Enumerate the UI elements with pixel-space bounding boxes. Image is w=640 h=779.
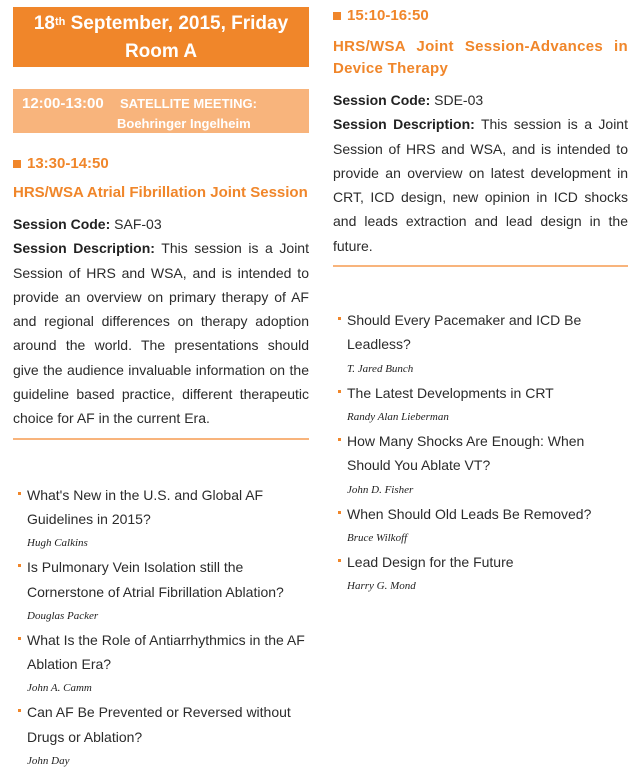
list-item [13, 555, 309, 628]
talk-title: Is Pulmonary Vein Isolation still the Cornerstone of Atrial Fibrillation Ablation? [27, 559, 284, 600]
session-time-2 [333, 7, 628, 24]
list-item [333, 550, 628, 598]
session-code-label: Session Code: [333, 92, 431, 108]
bullet-icon [338, 390, 341, 393]
session-description-text: This session is a Joint Session of HRS and WSA, and is intended to provide an overview on primary therapy of AF and regional differences on therapy adoption around the world. The presentations should give the audience invaluable information on the guideline based practice, different therapeutic choice for AF in the current Era. [13, 240, 309, 427]
day-date [13, 10, 309, 38]
session-description-label: Session Description: [13, 240, 155, 257]
list-item [13, 700, 309, 773]
bullet-icon [18, 492, 21, 495]
room-label: Room A [124, 41, 198, 62]
bullet-icon [18, 709, 21, 712]
divider [333, 265, 628, 267]
list-item [333, 381, 628, 429]
session-description-label: Session Description: [333, 116, 475, 133]
day-suffix: th [54, 16, 66, 28]
session-time-1 [13, 155, 309, 172]
bullet-icon [338, 438, 341, 441]
day-text: September, 2015, Friday [65, 13, 289, 34]
talk-title: What Is the Role of Antiarrhythmics in the AF Ablation Era? [27, 631, 305, 673]
list-item [333, 308, 628, 381]
session-code-label: Session Code: [13, 216, 111, 232]
list-item [13, 628, 309, 701]
session-code-value: SAF-03 [110, 216, 162, 232]
speaker-name: John D. Fisher [347, 483, 414, 496]
session-title-1: HRS/WSA Atrial Fibrillation Joint Session [13, 184, 308, 201]
talk-title: When Should Old Leads Be Removed? [347, 505, 592, 522]
bullet-icon [338, 559, 341, 562]
satellite-meeting-box [13, 89, 309, 133]
square-bullet-icon [333, 12, 341, 20]
speaker-name: Bruce Wilkoff [347, 531, 408, 544]
talk-title: How Many Shocks Are Enough: When Should You Ablate VT? [347, 432, 585, 474]
list-item [333, 429, 628, 502]
bullet-icon [338, 511, 341, 514]
speaker-name: Douglas Packer [27, 609, 99, 622]
bullet-icon [338, 317, 341, 320]
satellite-time: 12:00-13:00 [22, 95, 104, 112]
satellite-label: SATELLITE MEETING: [120, 96, 257, 111]
talk-title: Lead Design for the Future [347, 553, 514, 570]
talk-title: Should Every Pacemaker and ICD Be Leadless? [347, 312, 582, 353]
session-description-text: This session is a Joint Session of HRS and WSA, and is intended to provide an overview on latest development in CRT, ICD design, new opinion in ICD shocks and leads extraction and lead design in the future. [333, 116, 628, 254]
session-description-2 [333, 112, 628, 258]
talk-list-2 [333, 308, 628, 598]
day-number: 18 [33, 13, 55, 34]
left-column [13, 0, 309, 773]
divider [13, 438, 309, 440]
list-item [333, 502, 628, 550]
bullet-icon [18, 564, 21, 567]
session-time-text: 15:10-16:50 [347, 7, 429, 24]
satellite-sponsor: Boehringer Ingelheim [117, 116, 251, 131]
talk-title: What's New in the U.S. and Global AF Guidelines in 2015? [27, 486, 264, 527]
day-banner [13, 7, 309, 67]
speaker-name: T. Jared Bunch [347, 362, 414, 375]
session-title-2: HRS/WSA Joint Session-Advances in Device Therapy [333, 38, 628, 77]
speaker-name: Harry G. Mond [347, 580, 416, 593]
session-code-1 [13, 212, 309, 236]
session-time-text: 13:30-14:50 [27, 155, 109, 172]
talk-title: Can AF Be Prevented or Reversed without Drugs or Ablation? [27, 704, 291, 745]
speaker-name: John A. Camm [27, 682, 92, 695]
session-code-value: SDE-03 [430, 92, 484, 108]
right-column [333, 0, 628, 598]
speaker-name: Hugh Calkins [27, 537, 88, 550]
speaker-name: John Day [27, 755, 70, 768]
square-bullet-icon [13, 160, 21, 168]
speaker-name: Randy Alan Lieberman [347, 410, 449, 423]
talk-title: The Latest Developments in CRT [347, 384, 554, 401]
list-item [13, 483, 309, 556]
talk-list-1 [13, 483, 309, 773]
bullet-icon [18, 637, 21, 640]
session-description-1 [13, 236, 309, 430]
session-code-2 [333, 88, 628, 112]
